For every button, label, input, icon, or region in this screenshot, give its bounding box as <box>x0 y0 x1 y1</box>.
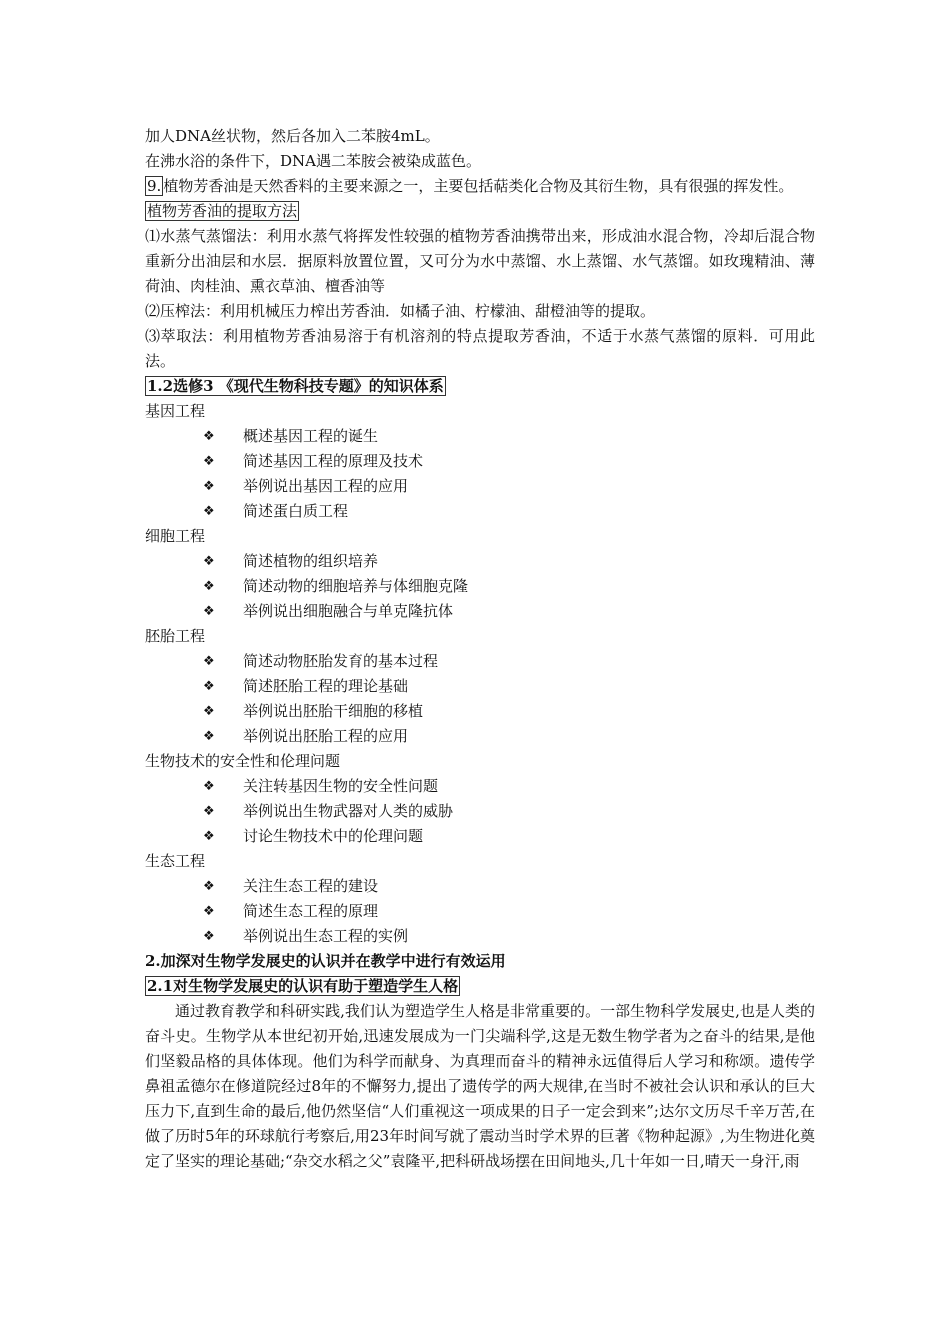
diamond-bullet-icon: ❖ <box>203 504 215 519</box>
list-item: ❖ 关注生态工程的建设 <box>145 874 815 899</box>
diamond-bullet-icon: ❖ <box>203 929 215 944</box>
extraction-heading-line <box>145 199 815 224</box>
diamond-bullet-icon: ❖ <box>203 829 215 844</box>
topic-title: 生物技术的安全性和伦理问题 <box>145 752 341 770</box>
diamond-bullet-icon: ❖ <box>203 579 215 594</box>
list-item: ❖ 举例说出生物武器对人类的威胁 <box>145 799 815 824</box>
list-item: ❖ 概述基因工程的诞生 <box>145 424 815 449</box>
document-page <box>145 124 815 1174</box>
diamond-bullet-icon: ❖ <box>203 879 215 894</box>
list-item: ❖ 讨论生物技术中的伦理问题 <box>145 824 815 849</box>
diamond-bullet-icon: ❖ <box>203 679 215 694</box>
list-item: ❖ 简述蛋白质工程 <box>145 499 815 524</box>
method-extraction: ⑶萃取法：利用植物芳香油易溶于有机溶剂的特点提取芳香油，不适于水蒸气蒸馏的原料．可用此法。 <box>145 327 815 370</box>
section-2-1-line <box>145 974 815 999</box>
diamond-bullet-icon: ❖ <box>203 729 215 744</box>
text-line: 加人DNA丝状物，然后各加入二苯胺4mL。 <box>145 127 440 145</box>
list-item: ❖ 简述胚胎工程的理论基础 <box>145 674 815 699</box>
diamond-bullet-icon: ❖ <box>203 554 215 569</box>
list-item: ❖ 简述植物的组织培养 <box>145 549 815 574</box>
list-item: ❖ 简述生态工程的原理 <box>145 899 815 924</box>
diamond-bullet-icon: ❖ <box>203 654 215 669</box>
method-steam-distillation: ⑴水蒸气蒸馏法：利用水蒸气将挥发性较强的植物芳香油携带出来，形成油水混合物，冷却后混合物重新分出油层和水层．据原料放置位置，又可分为水中蒸馏、水上蒸馏、水气蒸馏。如玫瑰精油、薄荷油、肉桂油、熏衣草油、檀香油等 <box>145 227 815 295</box>
diamond-bullet-icon: ❖ <box>203 704 215 719</box>
topic-group-embryo-engineering <box>145 624 815 749</box>
list-item: ❖ 简述动物胚胎发育的基本过程 <box>145 649 815 674</box>
list-item: ❖ 举例说出胚胎工程的应用 <box>145 724 815 749</box>
section-2-1-heading: 2.1对生物学发展史的认识有助于塑造学生人格 <box>147 977 459 995</box>
diamond-bullet-icon: ❖ <box>203 454 215 469</box>
list-item: ❖ 举例说出基因工程的应用 <box>145 474 815 499</box>
method-pressing: ⑵压榨法：利用机械压力榨出芳香油．如橘子油、柠檬油、甜橙油等的提取。 <box>145 302 656 320</box>
topic-title: 基因工程 <box>145 402 206 420</box>
section-1-2-heading: 1.2选修3 《现代生物科技专题》的知识体系 <box>147 377 444 395</box>
section-1-2-line <box>145 374 815 399</box>
topic-title: 胚胎工程 <box>145 627 206 645</box>
diamond-bullet-icon: ❖ <box>203 779 215 794</box>
text-line: 在沸水浴的条件下，DNA遇二苯胺会被染成蓝色。 <box>145 152 481 170</box>
item-9-text: 植物芳香油是天然香料的主要来源之一，主要包括萜类化合物及其衍生物，具有很强的挥发性。 <box>163 177 794 195</box>
list-item: ❖ 关注转基因生物的安全性问题 <box>145 774 815 799</box>
item-9-paragraph <box>145 174 815 199</box>
topic-title: 生态工程 <box>145 852 206 870</box>
diamond-bullet-icon: ❖ <box>203 804 215 819</box>
topic-group-cell-engineering <box>145 524 815 624</box>
list-item: ❖ 简述基因工程的原理及技术 <box>145 449 815 474</box>
list-item: ❖ 举例说出细胞融合与单克隆抗体 <box>145 599 815 624</box>
topic-group-genetic-engineering <box>145 399 815 524</box>
extraction-heading: 植物芳香油的提取方法 <box>147 202 298 220</box>
diamond-bullet-icon: ❖ <box>203 479 215 494</box>
body-paragraph: 通过教育教学和科研实践,我们认为塑造学生人格是非常重要的。一部生物科学发展史,也是人类的奋斗史。生物学从本世纪初开始,迅速发展成为一门尖端科学,这是无数生物学者为之奋斗的结果,是他们坚毅品格的具体体现。他们为科学而献身、为真理而奋斗的精神永远值得后人学习和称颂。遗传学鼻祖孟德尔在修道院经过8年的不懈努力,提出了遗传学的两大规律,在当时不被社会认识和承认的巨大压力下,直到生命的最后,他仍然坚信“人们重视这一项成果的日子一定会到来”;达尔文历尽千辛万苦,在做了历时5年的环球航行考察后,用23年时间写就了震动当时学术界的巨著《物种起源》,为生物进化奠定了坚实的理论基础;“杂交水稻之父”袁隆平,把科研战场摆在田间地头,几十年如一日,晴天一身汗,雨 <box>145 1002 815 1170</box>
topic-title: 细胞工程 <box>145 527 206 545</box>
topic-group-ecological-engineering <box>145 849 815 949</box>
diamond-bullet-icon: ❖ <box>203 904 215 919</box>
list-item: ❖ 举例说出胚胎干细胞的移植 <box>145 699 815 724</box>
item-9-number: 9. <box>147 177 162 195</box>
list-item: ❖ 举例说出生态工程的实例 <box>145 924 815 949</box>
list-item: ❖ 简述动物的细胞培养与体细胞克隆 <box>145 574 815 599</box>
section-2-heading: 2.加深对生物学发展史的认识并在教学中进行有效运用 <box>145 952 506 970</box>
topic-group-biosafety-ethics <box>145 749 815 849</box>
diamond-bullet-icon: ❖ <box>203 604 215 619</box>
diamond-bullet-icon: ❖ <box>203 429 215 444</box>
